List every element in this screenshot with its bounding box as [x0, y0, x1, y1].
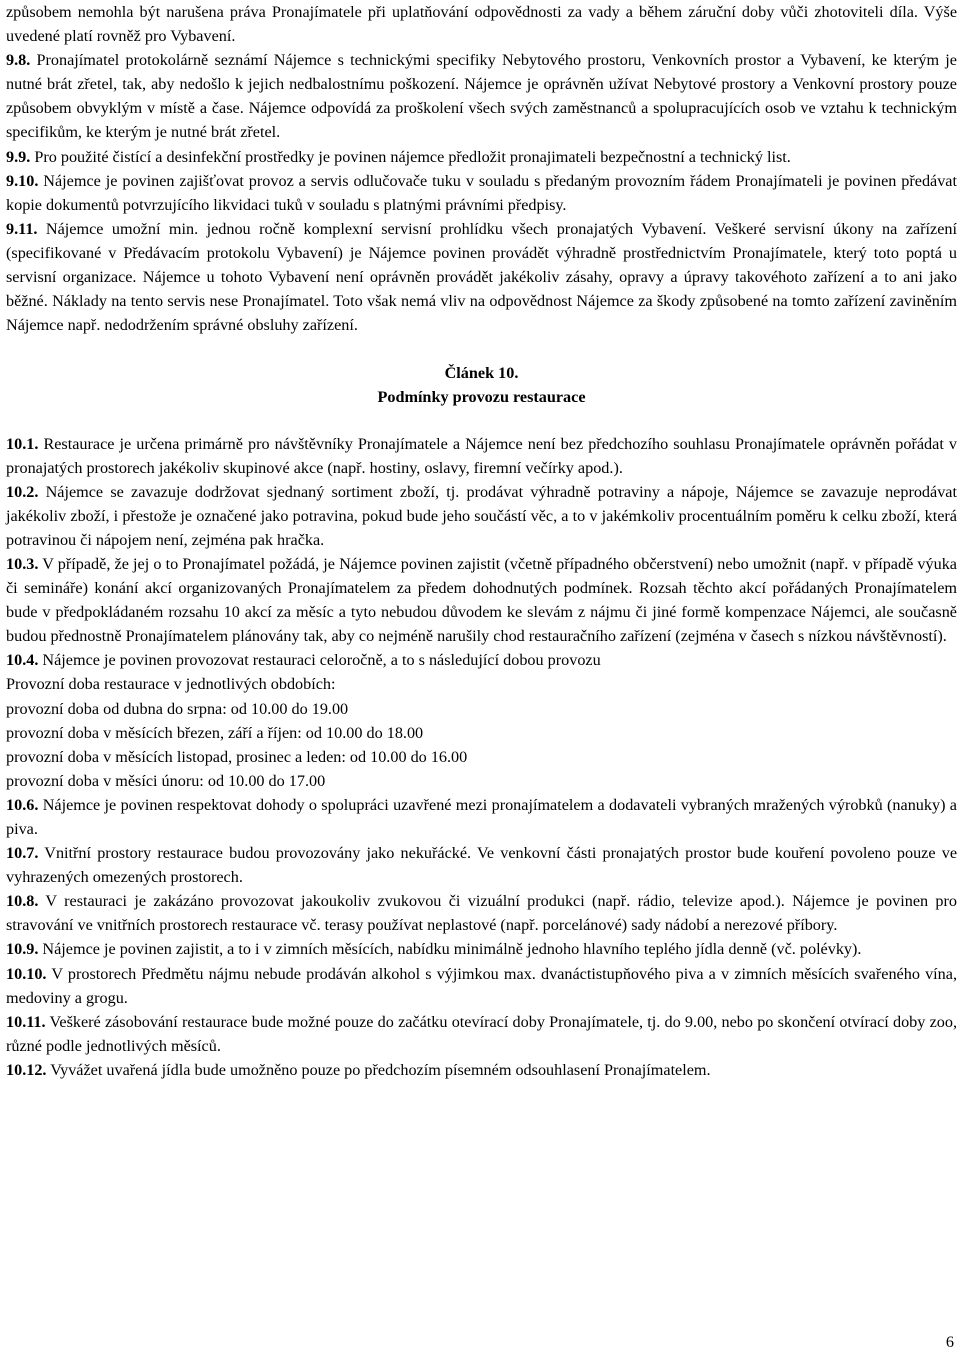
paragraph-10-10: 10.10. V prostorech Předmětu nájmu nebude prodáván alkohol s výjimkou max. dvanáctistupňového piva a v zimních měsících svařeného vína, medoviny a grogu. — [6, 964, 957, 1007]
paragraph-number: 9.9. — [6, 147, 31, 166]
paragraph-number: 10.10. — [6, 964, 47, 983]
paragraph: způsobem nemohla být narušena práva Pronajímatele při uplatňování odpovědnosti za vady a během záruční doby vůči zhotoviteli díla. Výše uvedené platí rovněž pro Vybavení. — [6, 3, 957, 46]
paragraph-10-7: 10.7. Vnitřní prostory restaurace budou provozovány jako nekuřácké. Ve venkovní části pronajatých prostor bude kouření povoleno pouze ve vyhrazených omezených prostorech. — [6, 844, 957, 887]
paragraph-10-1: 10.1. Restaurace je určena primárně pro návštěvníky Pronajímatele a Nájemce není bez předchozího souhlasu Pronajímatele oprávněn pořádat v pronajatých prostorech jakékoliv skupinové akce (např. hostiny, oslavy, firemní večírky apod.). — [6, 434, 957, 477]
article-10-body — [6, 432, 957, 1083]
paragraph-number: 10.9. — [6, 940, 39, 959]
paragraph-9-11: 9.11. Nájemce umožní min. jednou ročně komplexní servisní prohlídku všech pronajatých Vybavení. Veškeré servisní úkony na zařízení (specifikované v Předávacím protokolu Vybavení) je Nájemce povinen provádět výhradně prostřednictvím Pronajímatele, který toto poptá u servisní organizace. Nájemce u tohoto Vybavení není oprávněn provádět jakékoliv zásahy, opravy a úpravy takovéhoto zařízení a to ani jako běžné. Náklady na tento servis nese Pronajímatel. Toto však nemá vliv na odpovědnost Nájemce za škody způsobené na tomto zařízení zaviněním Nájemce např. nedodržením správné obsluhy zařízení. — [6, 219, 957, 335]
paragraph-number: 10.11. — [6, 1012, 46, 1031]
paragraph-number: 10.8. — [6, 892, 39, 911]
opening-hours — [6, 672, 957, 792]
paragraph-10-4: 10.4. Nájemce je povinen provozovat restauraci celoročně, a to s následující dobou provozu — [6, 651, 601, 670]
paragraph-number: 10.6. — [6, 795, 39, 814]
paragraph-number: 10.1. — [6, 434, 39, 453]
paragraph-10-12: 10.12. Vyvážet uvařená jídla bude umožněno pouze po předchozím písemném odsouhlasení Pronajímatelem. — [6, 1060, 711, 1079]
paragraph-10-8: 10.8. V restauraci je zakázáno provozovat jakoukoliv zvukovou či vizuální produkci (např. rádio, televize apod.). Nájemce je povinen pro stravování ve vnitřních prostorech restaurace vč. terasy používat neplastové (např. porcelánové) sady nádobí a nerezové příbory. — [6, 892, 957, 935]
paragraph-number: 9.8. — [6, 51, 31, 70]
paragraphs-before — [6, 0, 957, 337]
opening-hours-line: provozní doba od dubna do srpna: od 10.00 do 19.00 — [6, 699, 349, 718]
paragraph-number: 10.12. — [6, 1060, 47, 1079]
paragraph-9-9: 9.9. Pro použité čistící a desinfekční prostředky je povinen nájemce předložit pronajimateli bezpečnostní a technický list. — [6, 147, 791, 166]
opening-hours-line: Provozní doba restaurace v jednotlivých obdobích: — [6, 675, 336, 694]
paragraph-10-11: 10.11. Veškeré zásobování restaurace bude možné pouze do začátku otevírací doby Pronajímatele, tj. do 9.00, nebo po skončení otvírací doby zoo, různé podle jednotlivých měsíců. — [6, 1012, 957, 1055]
opening-hours-line: provozní doba v měsících listopad, prosinec a leden: od 10.00 do 16.00 — [6, 747, 468, 766]
paragraph-number: 10.7. — [6, 844, 39, 863]
article-subtitle: Podmínky provozu restaurace — [377, 388, 586, 407]
page-number: 6 — [945, 1333, 954, 1351]
opening-hours-line: provozní doba v měsíci únoru: od 10.00 do 17.00 — [6, 771, 326, 790]
opening-hours-line: provozní doba v měsících březen, září a říjen: od 10.00 do 18.00 — [6, 723, 424, 742]
paragraph-number: 10.2. — [6, 482, 39, 501]
paragraph-number: 9.11. — [6, 219, 38, 238]
article-title: Článek 10. — [444, 364, 519, 383]
article-heading — [6, 361, 957, 409]
paragraph-10-9: 10.9. Nájemce je povinen zajistit, a to i v zimních měsících, nabídku minimálně jednoho hlavního teplého jídla denně (vč. polévky). — [6, 940, 862, 959]
paragraph-9-10: 9.10. Nájemce je povinen zajišťovat provoz a servis odlučovače tuku v souladu s předaným provozním řádem Pronajímateli je povinen předávat kopie dokumentů potvrzujícího likvidaci tuků v souladu s platnými právními předpisy. — [6, 171, 957, 214]
paragraph-10-3: 10.3. V případě, že jej o to Pronajímatel požádá, je Nájemce povinen zajistit (včetně případného občerstvení) nebo umožnit (např. v případě výuka či semináře) konání akcí organizovaných Pronajímatelem za předem dohodnutých podmínek. Rozsah těchto akcí pořádaných Pronajímatelem bude v předpokládaném rozsahu 10 akcí za měsíc a tyto nebudou důvodem ke slevám z nájmu či jiné formě kompenzace Nájemci, ale současně budou přednostně Pronajímatelem plánovány tak, aby co nejméně narušily chod restauračního zařízení (zejména v časech s nízkou návštěvností). — [6, 554, 957, 646]
paragraph-10-6: 10.6. Nájemce je povinen respektovat dohody o spolupráci uzavřené mezi pronajímatelem a dodavateli vybraných mražených výrobků (nanuky) a piva. — [6, 795, 957, 838]
paragraph-number: 10.3. — [6, 554, 39, 573]
paragraph-9-8: 9.8. Pronajímatel protokolárně seznámí Nájemce s technickými specifiky Nebytového prostoru, Venkovních prostor a Vybavení, ke kterým je nutné brát zřetel, tak, aby nedošlo k jejich nedbalostnímu poškození. Nájemce je oprávněn užívat Nebytové prostory a Venkovní prostory pouze způsobem obvyklým v místě a čase. Nájemce odpovídá za proškolení všech svých zaměstnanců a spolupracujících osob ve vztahu k technickým specifikům, ke kterým je nutné brát zřetel. — [6, 51, 957, 142]
paragraph-10-2: 10.2. Nájemce se zavazuje dodržovat sjednaný sortiment zboží, tj. prodávat výhradně potraviny a nápoje, Nájemce se zavazuje neprodávat jakékoliv zboží, i přestože je označené jako potravina, pokud bude jeho součástí věc, a to v jakémkoliv procentuálním poměru k celku zboží, která potravinou či nápojem není, zejména pak hračka. — [6, 482, 957, 549]
paragraph-number: 10.4. — [6, 651, 39, 670]
document-page — [6, 0, 957, 1082]
paragraph-number: 9.10. — [6, 171, 39, 190]
